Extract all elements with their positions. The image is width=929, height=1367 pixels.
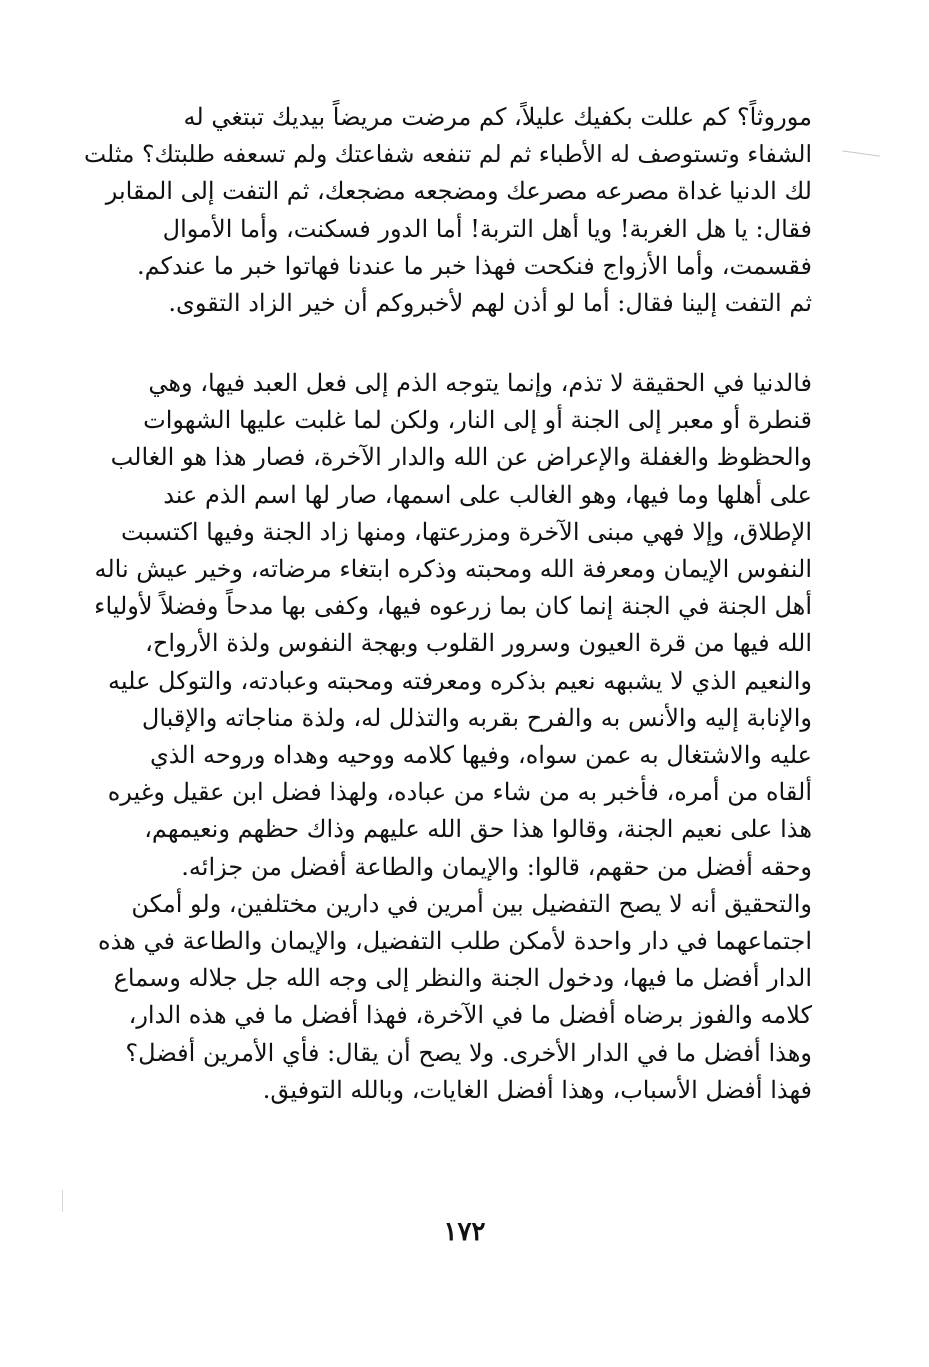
text-line: وهذا أفضل ما في الدار الأخرى. ولا يصح أن يقال: فأي الأمرين أفضل؟ (125, 1038, 812, 1067)
text-line: هذا على نعيم الجنة، وقالوا هذا حق الله عليهم وذاك حظهم ونعيمهم، (144, 815, 812, 844)
text-line: الإطلاق، وإلا فهي مبنى الآخرة ومزرعتها، ومنها زاد الجنة وفيها اكتسبت (120, 517, 812, 546)
text-line: الله فيها من قرة العيون وسرور القلوب وبهجة النفوس ولذة الأرواح، (145, 629, 812, 658)
paragraph-1 (72, 99, 812, 322)
text-line: والتحقيق أنه لا يصح التفضيل بين أمرين في دارين مختلفين، ولو أمكن (131, 889, 812, 918)
paragraph-2 (72, 365, 812, 1109)
text-line: اجتماعهما في دار واحدة لأمكن طلب التفضيل، والإيمان والطاعة في هذه (98, 927, 812, 956)
text-line: لك الدنيا غداة مصرعه مصرعك ومضجعه مضجعك، ثم التفت إلى المقابر (105, 177, 812, 206)
text-line: فالدنيا في الحقيقة لا تذم، وإنما يتوجه الذم إلى فعل العبد فيها، وهي (148, 369, 812, 397)
scan-mark (62, 1190, 63, 1212)
text-line: الدار أفضل ما فيها، ودخول الجنة والنظر إلى وجه الله جل جلاله وسماع (113, 964, 812, 993)
text-line: قنطرة أو معبر إلى الجنة أو إلى النار، ولكن لما غلبت عليها الشهوات (143, 406, 812, 435)
scan-mark (842, 150, 880, 156)
text-line: ألقاه من أمره، فأخبر به من شاء من عباده، ولهذا فضل ابن عقيل وغيره (107, 778, 812, 807)
text-line: على أهلها وما فيها، وهو الغالب على اسمها، صار لها اسم الذم عند (163, 480, 812, 509)
text-line: النفوس الإيمان ومعرفة الله ومحبته وذكره ابتغاء مرضاته، وخير عيش ناله (94, 555, 812, 584)
text-line: موروثاً؟ كم عللت بكفيك عليلاً، كم مرضت مريضاً بيديك تبتغي له (183, 103, 812, 131)
text-line: فهذا أفضل الأسباب، وهذا أفضل الغايات، وبالله التوفيق. (262, 1075, 812, 1104)
text-line: والحظوظ والغفلة والإعراض عن الله والدار الآخرة، فصار هذا هو الغالب (110, 443, 812, 472)
text-line: والإنابة إليه والأنس به والفرح بقربه والتذلل له، ولذة مناجاته والإقبال (141, 703, 812, 732)
text-line: فقال: يا هل الغربة! ويا أهل التربة! أما الدور فسكنت، وأما الأموال (162, 214, 812, 243)
text-line: ثم التفت إلينا فقال: أما لو أذن لهم لأخبروكم أن خير الزاد التقوى. (168, 289, 812, 318)
text-line: والنعيم الذي لا يشبهه نعيم بذكره ومعرفته ومحبته وعبادته، والتوكل عليه (108, 666, 812, 695)
text-line: الشفاء وتستوصف له الأطباء ثم لم تنفعه شفاعتك ولم تسعفه طلبتك؟ مثلت (83, 140, 812, 169)
text-line: أهل الجنة في الجنة إنما كان بما زرعوه فيها، وكفى بها مدحاً وفضلاً لأولياء (94, 592, 812, 621)
text-line: فقسمت، وأما الأزواج فنكحت فهذا خبر ما عندنا فهاتوا خبر ما عندكم. (137, 251, 812, 280)
page-number: ١٧٢ (443, 1217, 486, 1247)
text-line: عليه والاشتغال به عمن سواه، وفيها كلامه ووحيه وهداه وروحه الذي (150, 741, 812, 770)
text-line: وحقه أفضل من حقهم، قالوا: والإيمان والطاعة أفضل من جزائه. (181, 852, 812, 881)
text-line: كلامه والفوز برضاه أفضل ما في الآخرة، فهذا أفضل ما في هذه الدار، (128, 1001, 812, 1030)
